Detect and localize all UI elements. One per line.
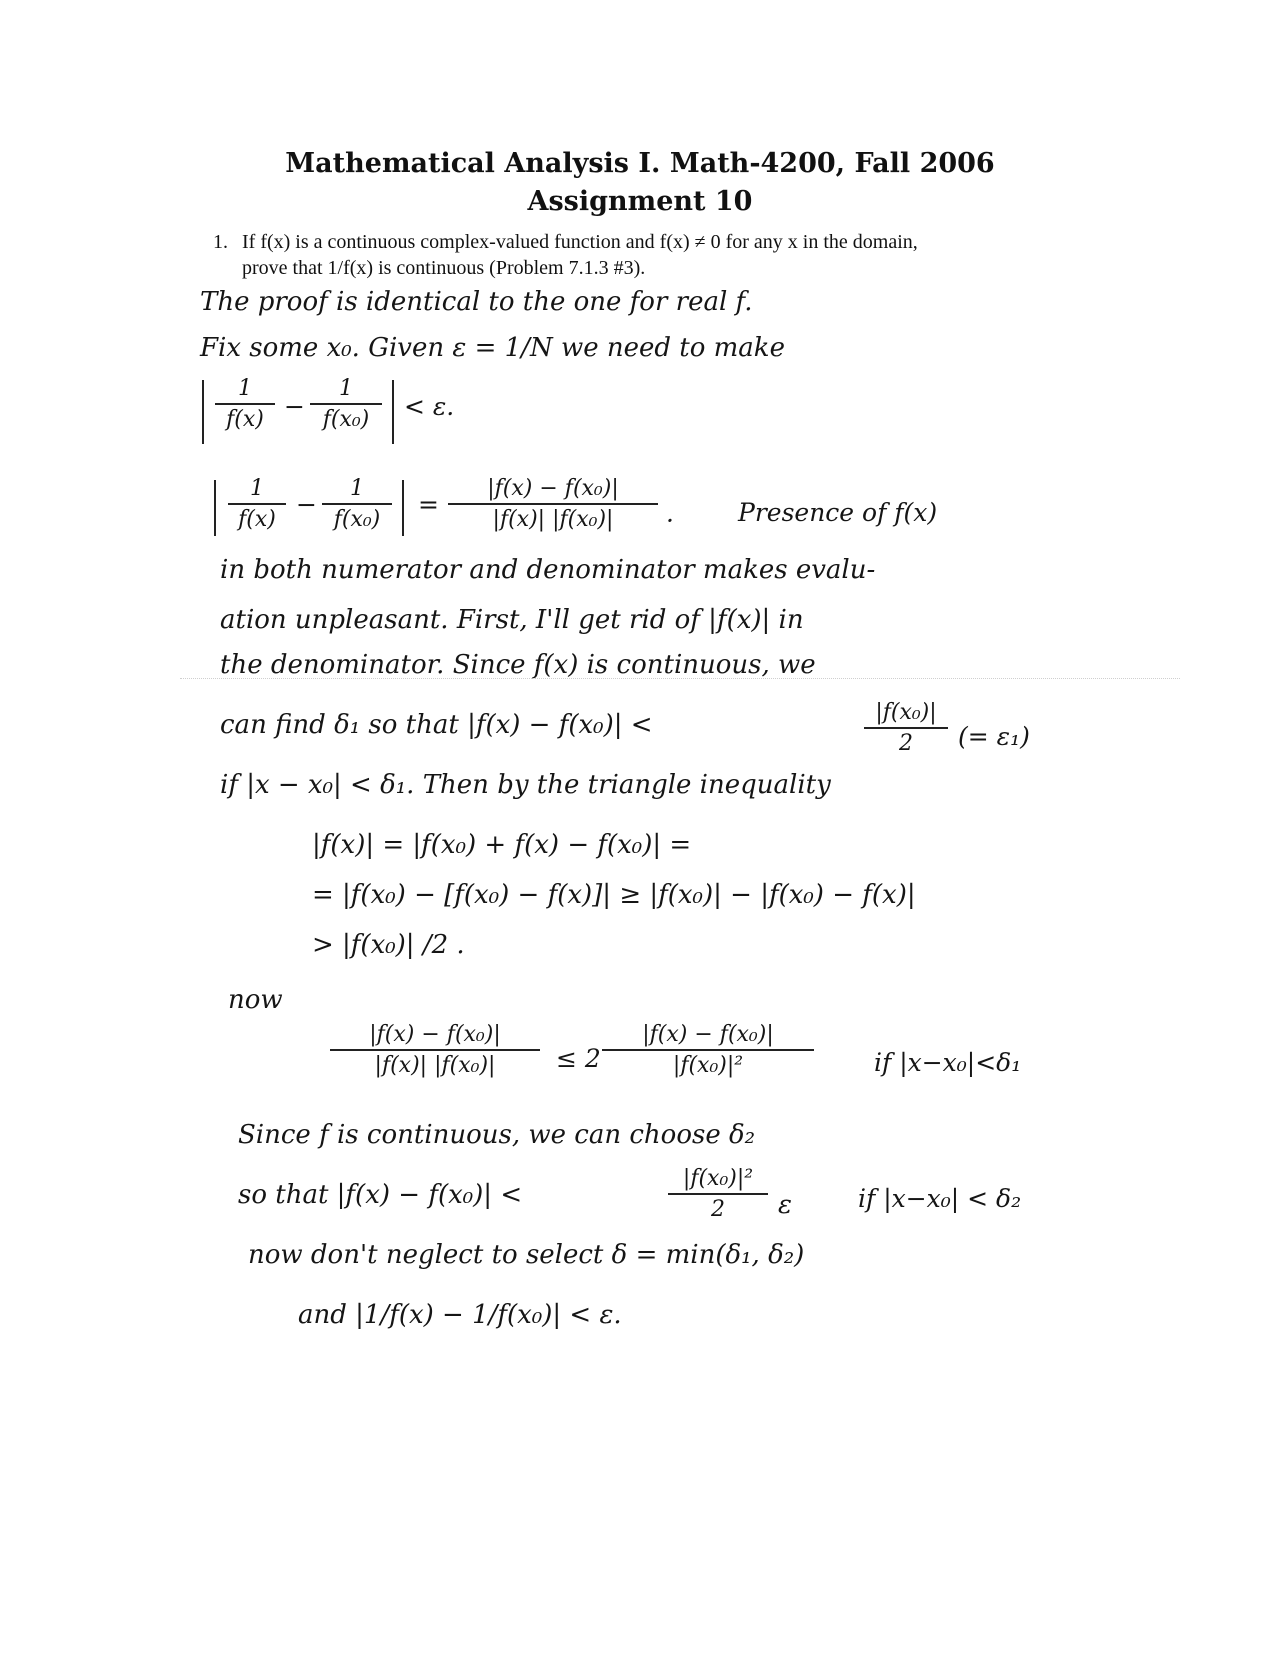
fraction-bar xyxy=(228,503,286,505)
fraction-1-over-fx xyxy=(228,476,286,532)
fraction-denominator: 2 xyxy=(899,731,913,756)
fraction-denominator: |f(x)| |f(x₀)| xyxy=(374,1053,496,1078)
minus-sign: − xyxy=(284,392,305,421)
abs-bar-right xyxy=(402,480,404,536)
solution-conclusion-line: and |1/f(x) − 1/f(x₀)| < ε. xyxy=(298,1300,622,1330)
fraction-numerator: 1 xyxy=(339,376,353,401)
fraction-denominator: |f(x)| |f(x₀)| xyxy=(492,507,614,532)
presence-text: Presence of f(x) xyxy=(738,498,938,527)
solution-line-5: in both numerator and denominator makes evalu- xyxy=(220,555,876,585)
less-than-epsilon: < ε. xyxy=(404,392,455,421)
fraction-denominator: f(x₀) xyxy=(322,407,370,432)
solution-line-9: if |x − x₀| < δ₁. Then by the triangle inequality xyxy=(220,770,831,800)
fraction-right-side xyxy=(602,1022,814,1078)
fraction-numerator: |f(x₀)|² xyxy=(682,1166,754,1191)
abs-bar-left xyxy=(214,480,216,536)
problem-line-1: If f(x) is a continuous complex-valued function and f(x) ≠ 0 for any x in the domain, xyxy=(242,231,918,253)
fraction-1-over-fx xyxy=(215,376,275,432)
minus-sign: − xyxy=(296,490,317,519)
fraction-numerator: |f(x₀)| xyxy=(875,700,937,725)
fraction-numerator: |f(x) − f(x₀)| xyxy=(369,1022,501,1047)
fraction-numerator: 1 xyxy=(238,376,252,401)
fraction-denominator: f(x) xyxy=(238,507,276,532)
condition-delta-1: if |x−x₀|<δ₁ xyxy=(874,1048,1022,1077)
solution-so-that-line: so that |f(x) − f(x₀)| < xyxy=(238,1180,523,1210)
fraction-numerator: |f(x) − f(x₀)| xyxy=(642,1022,774,1047)
solution-since-line: Since f is continuous, we can choose δ₂ xyxy=(238,1120,756,1150)
fraction-bar xyxy=(330,1049,540,1051)
document-title: Mathematical Analysis I. Math-4200, Fall 2006 xyxy=(285,148,995,179)
condition-delta-2: if |x−x₀| < δ₂ xyxy=(858,1184,1022,1213)
solution-select-delta-line: now don't neglect to select δ = min(δ₁, δ₂) xyxy=(248,1240,805,1270)
fraction-bar xyxy=(215,403,275,405)
abs-bar-right xyxy=(392,380,394,444)
fraction-numerator: 1 xyxy=(250,476,264,501)
now-label: now xyxy=(228,985,283,1015)
fraction-denominator: f(x) xyxy=(226,407,264,432)
problem-line-2: prove that 1/f(x) is continuous (Problem 7.1.3 #3). xyxy=(242,257,646,279)
solution-line-8: can find δ₁ so that |f(x) − f(x₀)| < xyxy=(220,710,653,740)
abs-bar-left xyxy=(202,380,204,444)
equation-line-2: = |f(x₀) − [f(x₀) − f(x)]| ≥ |f(x₀)| − |f(x₀) − f(x)| xyxy=(312,880,916,910)
fraction-left-side xyxy=(330,1022,540,1078)
equation-line-1: |f(x)| = |f(x₀) + f(x) − f(x₀)| = xyxy=(312,830,692,860)
solution-line-7: the denominator. Since f(x) is continuous, we xyxy=(220,650,816,680)
less-equal-two: ≤ 2 xyxy=(556,1044,601,1073)
equals-sign: = xyxy=(418,490,439,519)
fraction-bar xyxy=(864,727,948,729)
fraction-bar xyxy=(310,403,382,405)
fraction-bar xyxy=(602,1049,814,1051)
fraction-bar xyxy=(322,503,392,505)
fraction-bar xyxy=(448,503,658,505)
fraction-numerator: 1 xyxy=(350,476,364,501)
fraction-1-over-fx0 xyxy=(322,476,392,532)
solution-line-2: Fix some x₀. Given ε = 1/N we need to make xyxy=(200,333,785,363)
fraction-fx0-squared-half xyxy=(668,1166,768,1222)
dot: · xyxy=(666,506,674,535)
fraction-1-over-fx0 xyxy=(310,376,382,432)
solution-line-1: The proof is identical to the one for real f. xyxy=(200,287,753,317)
fraction-denominator: |f(x₀)|² xyxy=(672,1053,744,1078)
fraction-difference xyxy=(448,476,658,532)
scan-artifact-line xyxy=(180,678,1180,679)
fraction-half-fx0 xyxy=(864,700,948,756)
fraction-denominator: 2 xyxy=(711,1197,725,1222)
solution-line-6: ation unpleasant. First, I'll get rid of |f(x)| in xyxy=(220,605,804,635)
equation-line-3: > |f(x₀)| /2 . xyxy=(312,930,465,960)
fraction-denominator: f(x₀) xyxy=(333,507,381,532)
problem-number: 1. xyxy=(213,231,228,253)
fraction-bar xyxy=(668,1193,768,1195)
epsilon-symbol: ε xyxy=(778,1190,792,1220)
assignment-title: Assignment 10 xyxy=(527,186,753,217)
fraction-numerator: |f(x) − f(x₀)| xyxy=(487,476,619,501)
epsilon-1-note: (= ε₁) xyxy=(958,722,1030,751)
